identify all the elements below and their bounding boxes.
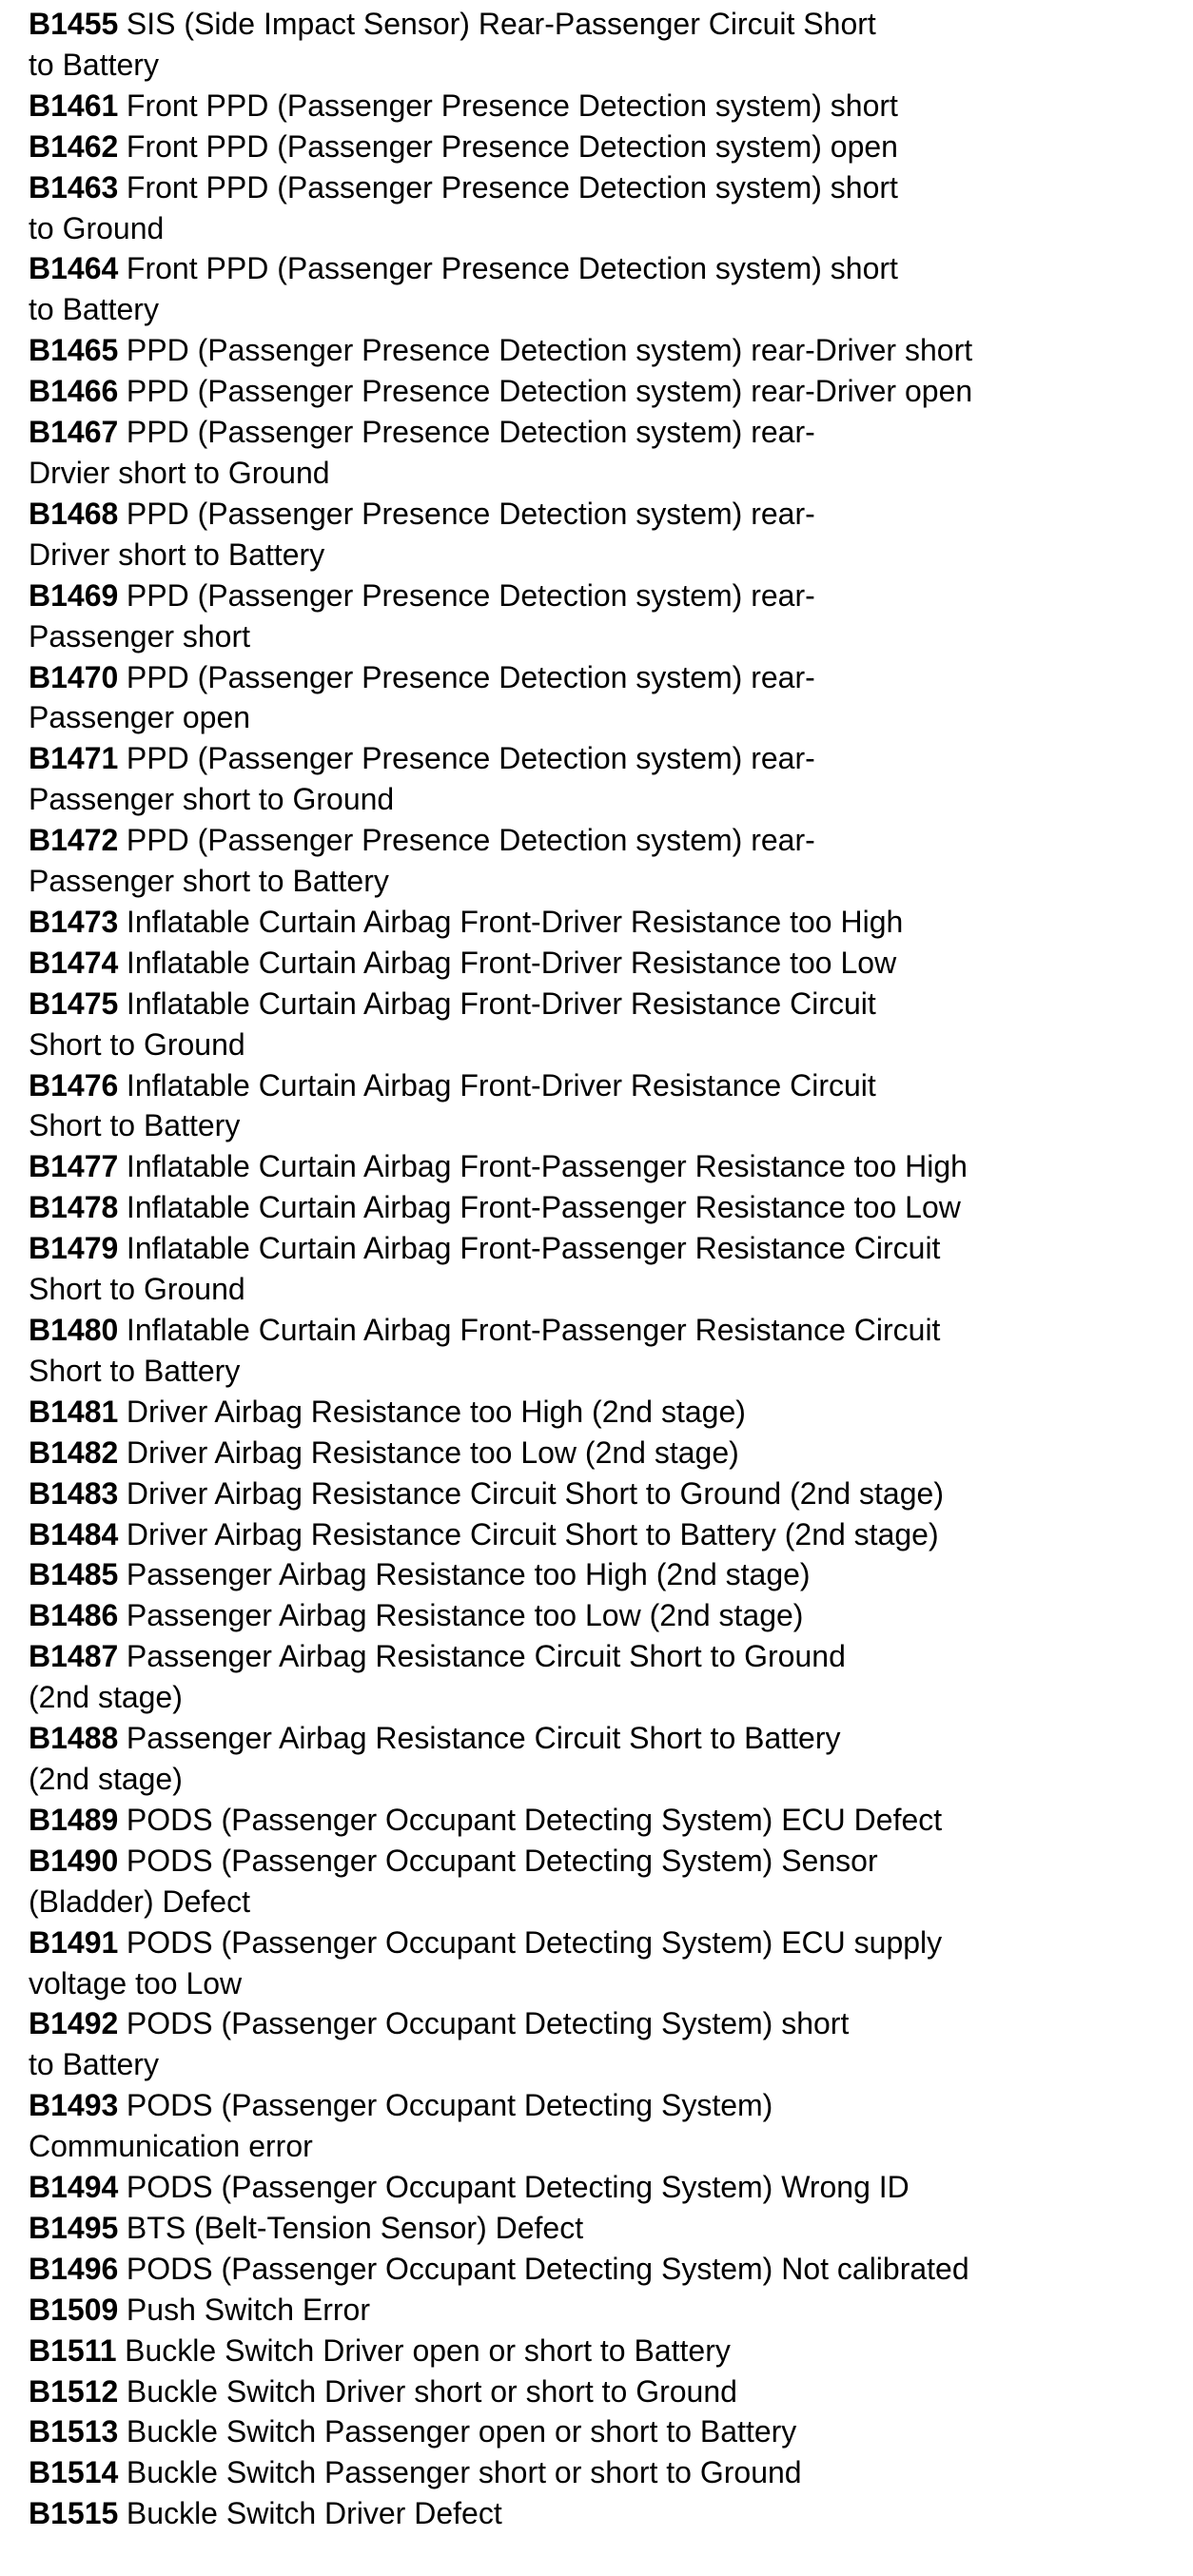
dtc-code: B1471 bbox=[29, 741, 119, 776]
dtc-code: B1483 bbox=[29, 1475, 119, 1511]
dtc-entry-row bbox=[29, 943, 1183, 984]
dtc-description: PPD (Passenger Presence Detection system) rear- bbox=[126, 659, 815, 694]
dtc-description: PODS (Passenger Occupant Detecting System) Wrong ID bbox=[126, 2170, 909, 2205]
dtc-description: Front PPD (Passenger Presence Detection system) short bbox=[126, 251, 898, 286]
dtc-description: Buckle Switch Driver short or short to Ground bbox=[126, 2373, 737, 2409]
dtc-code: B1477 bbox=[29, 1149, 119, 1184]
dtc-description: PPD (Passenger Presence Detection system) rear- bbox=[126, 496, 815, 531]
dtc-entry-row bbox=[29, 984, 1183, 1025]
dtc-code: B1472 bbox=[29, 823, 119, 858]
dtc-description: PODS (Passenger Occupant Detecting System) ECU Defect bbox=[126, 1802, 943, 1837]
dtc-description: Driver Airbag Resistance Circuit Short to Battery (2nd stage) bbox=[126, 1516, 939, 1551]
dtc-code: B1493 bbox=[29, 2088, 119, 2123]
dtc-description: Push Switch Error bbox=[126, 2292, 370, 2327]
dtc-description-continuation: Short to Ground bbox=[29, 1026, 245, 1062]
dtc-code: B1465 bbox=[29, 333, 119, 368]
dtc-entry-row bbox=[29, 4, 1183, 45]
dtc-description: Front PPD (Passenger Presence Detection system) short bbox=[126, 88, 898, 123]
dtc-description-continuation: voltage too Low bbox=[29, 1965, 243, 2000]
dtc-description: PPD (Passenger Presence Detection system) rear-Driver open bbox=[126, 374, 973, 409]
dtc-code: B1480 bbox=[29, 1313, 119, 1347]
dtc-entry-row bbox=[29, 1228, 1183, 1269]
dtc-description: Inflatable Curtain Airbag Front-Passenger Resistance too High bbox=[126, 1149, 968, 1184]
dtc-entry-row bbox=[29, 1146, 1183, 1187]
dtc-code: B1470 bbox=[29, 659, 119, 694]
dtc-entry-row bbox=[29, 1065, 1183, 1106]
dtc-description-continuation: Passenger short to Battery bbox=[29, 864, 389, 899]
dtc-description: Passenger Airbag Resistance too High (2nd stage) bbox=[126, 1557, 811, 1592]
dtc-code: B1511 bbox=[29, 2332, 117, 2368]
dtc-code: B1476 bbox=[29, 1067, 119, 1103]
dtc-description: Inflatable Curtain Airbag Front-Driver Resistance Circuit bbox=[126, 986, 876, 1021]
dtc-entry-row bbox=[29, 1595, 1183, 1636]
dtc-description-continuation: Passenger short bbox=[29, 618, 251, 654]
dtc-entry-row bbox=[29, 371, 1183, 412]
dtc-code: B1495 bbox=[29, 2210, 119, 2245]
dtc-code: B1486 bbox=[29, 1598, 119, 1633]
dtc-entry-row bbox=[29, 2208, 1183, 2249]
dtc-code: B1488 bbox=[29, 1721, 119, 1756]
dtc-description: SIS (Side Impact Sensor) Rear-Passenger Circuit Short bbox=[126, 7, 876, 41]
dtc-code: B1455 bbox=[29, 7, 119, 41]
dtc-description-continuation: Passenger short to Ground bbox=[29, 782, 395, 817]
dtc-code: B1481 bbox=[29, 1394, 119, 1429]
dtc-description: Buckle Switch Driver open or short to Battery bbox=[125, 2332, 731, 2368]
dtc-description-continuation: Driver short to Battery bbox=[29, 537, 325, 572]
dtc-code: B1463 bbox=[29, 169, 119, 205]
dtc-code: B1515 bbox=[29, 2496, 119, 2531]
dtc-description-continuation: Communication error bbox=[29, 2129, 313, 2164]
dtc-entry-row bbox=[29, 738, 1183, 779]
dtc-code: B1462 bbox=[29, 128, 119, 164]
dtc-description: Driver Airbag Resistance Circuit Short to Ground (2nd stage) bbox=[126, 1475, 944, 1511]
dtc-code: B1478 bbox=[29, 1190, 119, 1225]
dtc-description: Passenger Airbag Resistance Circuit Short to Ground bbox=[126, 1639, 846, 1674]
dtc-entry-row bbox=[29, 127, 1183, 167]
dtc-description: PODS (Passenger Occupant Detecting System) short bbox=[126, 2006, 850, 2041]
dtc-description: PPD (Passenger Presence Detection system) rear- bbox=[126, 415, 815, 450]
dtc-entry-row bbox=[29, 248, 1183, 289]
dtc-code: B1475 bbox=[29, 986, 119, 1021]
dtc-code: B1461 bbox=[29, 88, 119, 123]
dtc-description: Buckle Switch Passenger short or short to Ground bbox=[126, 2455, 802, 2490]
dtc-code: B1474 bbox=[29, 945, 119, 980]
dtc-description: Inflatable Curtain Airbag Front-Passenger Resistance too Low bbox=[126, 1190, 961, 1225]
dtc-description: Driver Airbag Resistance too Low (2nd stage) bbox=[126, 1434, 739, 1470]
dtc-entry-row bbox=[29, 1433, 1183, 1473]
dtc-entry-row bbox=[29, 2371, 1183, 2412]
dtc-code: B1509 bbox=[29, 2292, 119, 2327]
dtc-description: Buckle Switch Driver Defect bbox=[126, 2496, 502, 2531]
dtc-description-continuation: (2nd stage) bbox=[29, 1761, 183, 1796]
dtc-description-continuation: to Battery bbox=[29, 2047, 159, 2082]
dtc-description-continuation: Short to Battery bbox=[29, 1353, 241, 1388]
dtc-code: B1494 bbox=[29, 2170, 119, 2205]
dtc-code: B1464 bbox=[29, 251, 119, 286]
dtc-entry-row bbox=[29, 2003, 1183, 2044]
dtc-description: Inflatable Curtain Airbag Front-Driver Resistance Circuit bbox=[126, 1067, 876, 1103]
dtc-entry-row bbox=[29, 2085, 1183, 2126]
dtc-entry-row bbox=[29, 167, 1183, 208]
dtc-entry-row bbox=[29, 1800, 1183, 1841]
dtc-description: Driver Airbag Resistance too High (2nd stage) bbox=[126, 1394, 746, 1429]
dtc-code: B1484 bbox=[29, 1516, 119, 1551]
dtc-code: B1482 bbox=[29, 1434, 119, 1470]
dtc-entry-row bbox=[29, 902, 1183, 943]
dtc-description: PPD (Passenger Presence Detection system) rear- bbox=[126, 741, 815, 776]
dtc-entry-row bbox=[29, 657, 1183, 698]
dtc-entry-row bbox=[29, 1636, 1183, 1677]
dtc-code: B1514 bbox=[29, 2455, 119, 2490]
dtc-code: B1487 bbox=[29, 1639, 119, 1674]
dtc-description-continuation: Passenger open bbox=[29, 700, 251, 735]
dtc-entry-row bbox=[29, 1554, 1183, 1595]
dtc-entry-row bbox=[29, 412, 1183, 453]
dtc-description: Inflatable Curtain Airbag Front-Driver Resistance too High bbox=[126, 904, 904, 939]
dtc-entry-row bbox=[29, 1841, 1183, 1882]
dtc-entry-row bbox=[29, 576, 1183, 616]
dtc-entry-row bbox=[29, 494, 1183, 535]
dtc-entry-row bbox=[29, 2290, 1183, 2331]
dtc-entry-row bbox=[29, 2331, 1183, 2371]
dtc-code: B1467 bbox=[29, 415, 119, 450]
dtc-entry-row bbox=[29, 2167, 1183, 2208]
dtc-description-continuation: Short to Battery bbox=[29, 1108, 241, 1143]
dtc-entry-row bbox=[29, 1187, 1183, 1228]
dtc-code: B1479 bbox=[29, 1231, 119, 1266]
dtc-description: Front PPD (Passenger Presence Detection system) open bbox=[126, 128, 898, 164]
dtc-code: B1466 bbox=[29, 374, 119, 409]
dtc-entry-row bbox=[29, 1514, 1183, 1555]
dtc-description: BTS (Belt-Tension Sensor) Defect bbox=[126, 2210, 584, 2245]
dtc-entry-row bbox=[29, 2411, 1183, 2452]
dtc-description: PODS (Passenger Occupant Detecting System) ECU supply bbox=[126, 1924, 943, 1960]
dtc-entry-row bbox=[29, 1473, 1183, 1514]
dtc-description-continuation: Short to Ground bbox=[29, 1272, 245, 1307]
dtc-description: PODS (Passenger Occupant Detecting System) Sensor bbox=[126, 1843, 878, 1878]
dtc-entry-row bbox=[29, 86, 1183, 127]
dtc-description-continuation: Drvier short to Ground bbox=[29, 455, 330, 490]
dtc-description-continuation: to Ground bbox=[29, 210, 165, 245]
dtc-entry-row bbox=[29, 2249, 1183, 2290]
dtc-code: B1485 bbox=[29, 1557, 119, 1592]
dtc-description-continuation: (Bladder) Defect bbox=[29, 1883, 250, 1919]
dtc-entry-row bbox=[29, 2493, 1183, 2534]
dtc-code: B1468 bbox=[29, 496, 119, 531]
dtc-code: B1492 bbox=[29, 2006, 119, 2041]
dtc-description: Passenger Airbag Resistance too Low (2nd stage) bbox=[126, 1598, 804, 1633]
dtc-description: Inflatable Curtain Airbag Front-Passenger Resistance Circuit bbox=[126, 1313, 941, 1347]
dtc-description: Inflatable Curtain Airbag Front-Driver Resistance too Low bbox=[126, 945, 897, 980]
dtc-description: Front PPD (Passenger Presence Detection system) short bbox=[126, 169, 898, 205]
dtc-entry-row bbox=[29, 820, 1183, 861]
dtc-description: PODS (Passenger Occupant Detecting System) bbox=[126, 2088, 773, 2123]
dtc-code: B1512 bbox=[29, 2373, 119, 2409]
dtc-description: Buckle Switch Passenger open or short to Battery bbox=[126, 2414, 797, 2449]
dtc-code: B1489 bbox=[29, 1802, 119, 1837]
dtc-description: PPD (Passenger Presence Detection system) rear- bbox=[126, 577, 815, 613]
dtc-description-continuation: (2nd stage) bbox=[29, 1680, 183, 1715]
dtc-description-continuation: to Battery bbox=[29, 47, 159, 82]
dtc-description: Passenger Airbag Resistance Circuit Short to Battery bbox=[126, 1721, 841, 1756]
dtc-code: B1513 bbox=[29, 2414, 119, 2449]
dtc-code: B1490 bbox=[29, 1843, 119, 1878]
dtc-description: PODS (Passenger Occupant Detecting System) Not calibrated bbox=[126, 2251, 969, 2286]
dtc-code: B1496 bbox=[29, 2251, 119, 2286]
dtc-entry-row bbox=[29, 1392, 1183, 1433]
dtc-description: PPD (Passenger Presence Detection system) rear-Driver short bbox=[126, 333, 973, 368]
dtc-entry-row bbox=[29, 1922, 1183, 1963]
dtc-code: B1469 bbox=[29, 577, 119, 613]
dtc-code: B1473 bbox=[29, 904, 119, 939]
dtc-code: B1491 bbox=[29, 1924, 119, 1960]
dtc-entry-row bbox=[29, 2452, 1183, 2493]
dtc-entry-row bbox=[29, 1718, 1183, 1759]
dtc-entry-row bbox=[29, 1310, 1183, 1351]
dtc-description-continuation: to Battery bbox=[29, 292, 159, 327]
dtc-description: Inflatable Curtain Airbag Front-Passenger Resistance Circuit bbox=[126, 1231, 941, 1266]
dtc-entry-row bbox=[29, 330, 1183, 371]
dtc-description: PPD (Passenger Presence Detection system) rear- bbox=[126, 823, 815, 858]
